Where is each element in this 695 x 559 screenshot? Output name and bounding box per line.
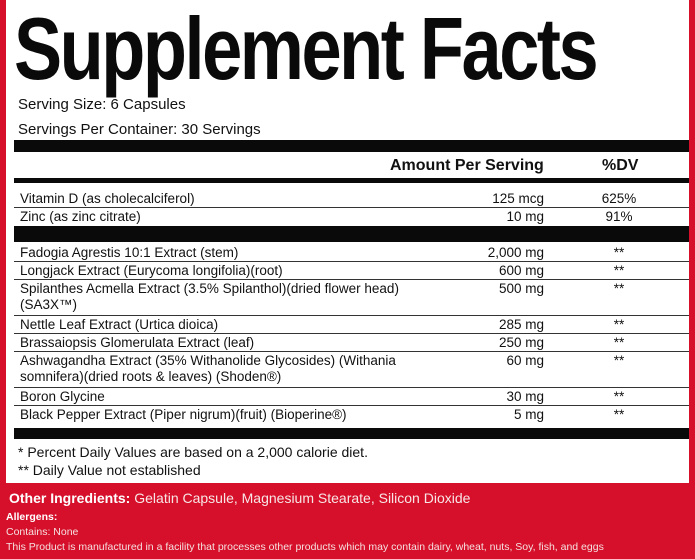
page-title: Supplement Facts — [14, 0, 597, 98]
nutrient-dv: 625% — [601, 191, 637, 206]
ingredient-dv: ** — [613, 407, 625, 422]
row-divider — [14, 405, 689, 406]
row-divider — [14, 279, 689, 280]
ingredient-dv: ** — [613, 389, 625, 404]
thick-divider — [14, 226, 689, 242]
nutrient-name: Vitamin D (as cholecalciferol) — [20, 191, 195, 206]
ingredient-amount: 250 mg — [498, 335, 544, 350]
allergens-contains: Contains: None — [6, 526, 79, 538]
ingredient-name-line1: Ashwagandha Extract (35% Withanolide Glycosides) (Withania — [20, 353, 396, 368]
ingredient-name: Black Pepper Extract (Piper nigrum)(fruit) (Bioperine®) — [20, 407, 347, 422]
ingredient-name: Fadogia Agrestis 10:1 Extract (stem) — [20, 245, 239, 260]
ingredient-name: Nettle Leaf Extract (Urtica dioica) — [20, 317, 219, 332]
footnote-not-established: ** Daily Value not established — [18, 462, 201, 478]
ingredient-amount: 2,000 mg — [487, 245, 544, 260]
facility-disclaimer: This Product is manufactured in a facility that processes other products which may contain dairy, wheat, nuts, Soy, fish, and eggs — [6, 541, 604, 553]
ingredient-amount: 500 mg — [498, 281, 544, 296]
other-ingredients-text: Gelatin Capsule, Magnesium Stearate, Silicon Dioxide — [130, 490, 471, 506]
ingredient-name-line2: (SA3X™) — [20, 297, 78, 312]
allergens-label: Allergens: — [6, 511, 58, 523]
thick-divider — [14, 140, 689, 152]
other-ingredients-label: Other Ingredients: — [9, 490, 131, 506]
nutrient-name: Zinc (as zinc citrate) — [20, 209, 141, 224]
row-divider — [14, 261, 689, 262]
table-row — [14, 281, 689, 315]
ingredient-name: Brassaiopsis Glomerulata Extract (leaf) — [20, 335, 255, 350]
nutrient-dv: 91% — [605, 209, 633, 224]
thick-divider — [14, 428, 689, 439]
footnote-dv: * Percent Daily Values are based on a 2,000 calorie diet. — [18, 444, 368, 460]
ingredient-name — [20, 281, 440, 313]
daily-value-header: %DV — [602, 157, 639, 174]
servings-per-container: Servings Per Container: 30 Servings — [18, 121, 261, 138]
ingredient-name — [20, 353, 440, 385]
ingredient-amount: 5 mg — [513, 407, 544, 422]
table-row — [14, 353, 689, 387]
ingredient-name: Boron Glycine — [20, 389, 105, 404]
amount-per-serving-header: Amount Per Serving — [390, 157, 544, 174]
ingredient-name-line1: Spilanthes Acmella Extract (3.5% Spilanthol)(dried flower head) — [20, 281, 399, 296]
ingredient-name-line2: somnifera)(dried roots & leaves) (Shoden®) — [20, 369, 282, 384]
ingredient-dv: ** — [613, 245, 625, 260]
nutrient-amount: 125 mcg — [492, 191, 544, 206]
ingredient-dv: ** — [613, 263, 625, 278]
ingredient-amount: 60 mg — [506, 353, 544, 368]
row-divider — [14, 351, 689, 352]
ingredient-amount: 30 mg — [506, 389, 544, 404]
row-divider — [14, 333, 689, 334]
ingredient-name: Longjack Extract (Eurycoma longifolia)(root) — [20, 263, 283, 278]
serving-size: Serving Size: 6 Capsules — [18, 96, 186, 113]
other-ingredients — [9, 490, 470, 506]
ingredient-dv: ** — [613, 317, 625, 332]
ingredient-dv: ** — [613, 353, 625, 368]
ingredient-dv: ** — [613, 281, 625, 296]
supplement-facts-panel — [6, 0, 689, 483]
ingredient-amount: 285 mg — [498, 317, 544, 332]
ingredient-dv: ** — [613, 335, 625, 350]
nutrient-amount: 10 mg — [506, 209, 544, 224]
row-divider — [14, 315, 689, 316]
medium-divider — [14, 178, 689, 183]
ingredient-amount: 600 mg — [498, 263, 544, 278]
row-divider — [14, 387, 689, 388]
row-divider — [14, 207, 689, 208]
